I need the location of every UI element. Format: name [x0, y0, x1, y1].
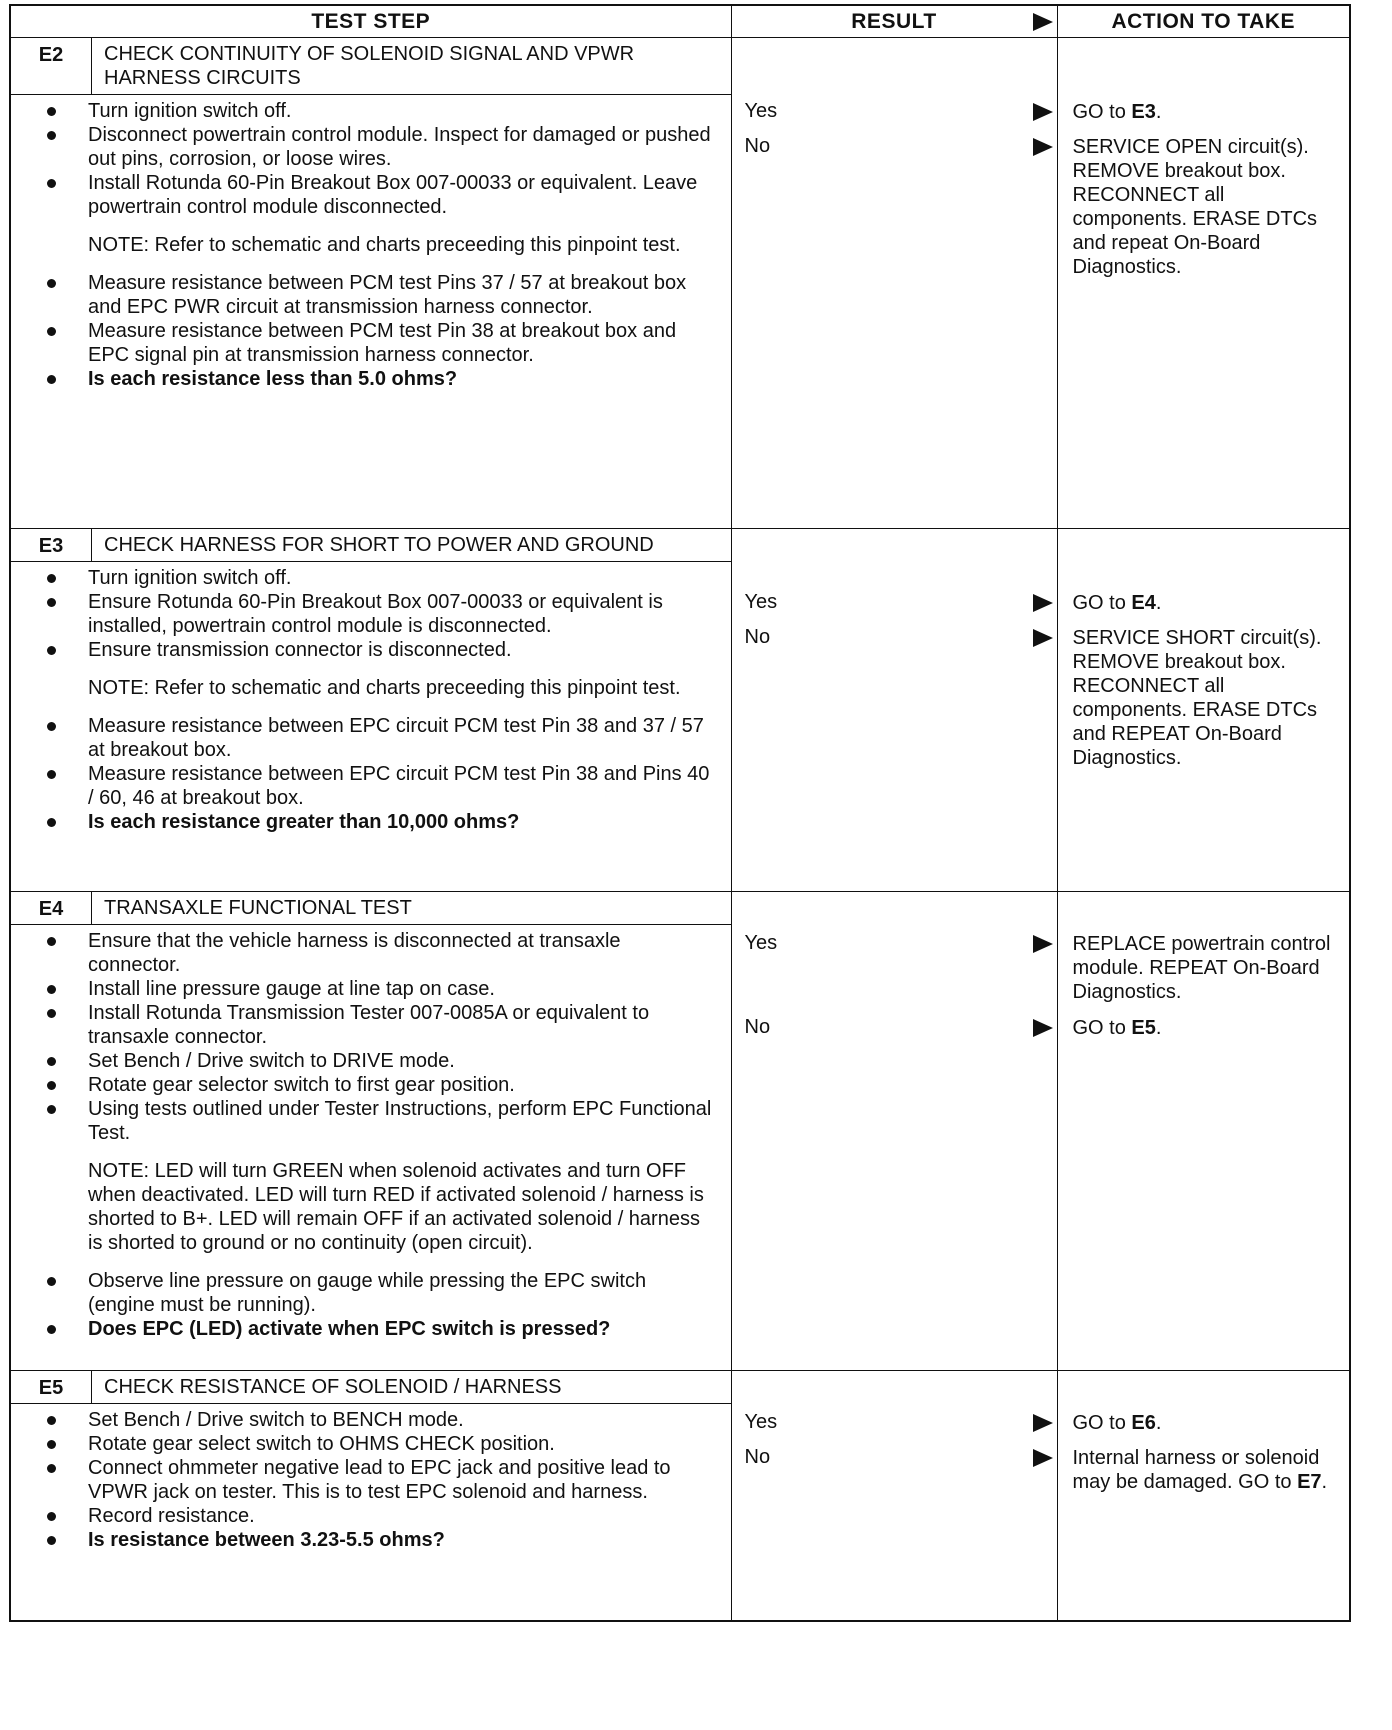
step-id: E2: [11, 38, 92, 94]
action-yes: [1073, 1411, 1344, 1435]
arrow-right-icon: [1033, 13, 1053, 31]
step-id: E3: [11, 529, 92, 561]
action-step-ref: E3: [1131, 101, 1156, 123]
action-cell: [1057, 529, 1350, 892]
instruction-note: NOTE: LED will turn GREEN when solenoid activates and turn OFF when deactivated. LED will turn RED if activated solenoid / harness is shorted to B+. LED will remain OFF if an activated solenoid / harness is shorted to ground or no continuity (open circuit).: [88, 1160, 704, 1254]
step-header: [11, 1371, 731, 1404]
instruction-item: Ensure Rotunda 60-Pin Breakout Box 007-00033 or equivalent is installed, powertrain control module is disconnected.: [41, 590, 717, 638]
instruction-item: Rotate gear selector switch to first gear position.: [41, 1073, 717, 1097]
step-title: TRANSAXLE FUNCTIONAL TEST: [104, 897, 412, 919]
action-step-ref: E5: [1131, 1017, 1156, 1039]
action-cell: [1057, 1371, 1350, 1621]
action-yes: [1073, 591, 1344, 615]
instruction-item: Install Rotunda Transmission Tester 007-0085A or equivalent to transaxle connector.: [41, 1001, 717, 1049]
instruction-item: Ensure transmission connector is disconnected.: [41, 638, 717, 662]
header-result-label: RESULT: [851, 9, 937, 33]
instruction-item: Disconnect powertrain control module. Inspect for damaged or pushed out pins, corrosion, or loose wires.: [41, 123, 717, 171]
result-cell: [731, 1371, 1057, 1621]
step-cell: [10, 1371, 731, 1621]
step-instructions: [11, 925, 731, 1343]
instruction-item: Install Rotunda 60-Pin Breakout Box 007-00033 or equivalent. Leave powertrain control module disconnected.: [41, 171, 717, 219]
arrow-right-icon: [1033, 1414, 1053, 1432]
arrow-right-icon: [1033, 103, 1053, 121]
instruction-question: Does EPC (LED) activate when EPC switch is pressed?: [41, 1317, 717, 1341]
action-text-end: .: [1321, 1471, 1328, 1493]
result-no: [745, 1446, 1057, 1470]
step-header: [11, 38, 731, 95]
arrow-right-icon: [1033, 594, 1053, 612]
table-header-row: [10, 5, 1350, 38]
action-text-end: .: [1155, 1017, 1162, 1039]
result-yes: [745, 591, 1057, 615]
instruction-item: Record resistance.: [41, 1504, 717, 1528]
instruction-item: Turn ignition switch off.: [41, 566, 717, 590]
step-cell: [10, 529, 731, 892]
action-cell: [1057, 38, 1350, 529]
arrow-right-icon: [1033, 1019, 1053, 1037]
instruction-note: NOTE: Refer to schematic and charts preceeding this pinpoint test.: [88, 234, 681, 256]
instruction-question: Is resistance between 3.23-5.5 ohms?: [41, 1528, 717, 1552]
action-text-end: .: [1155, 1412, 1162, 1434]
result-cell: [731, 38, 1057, 529]
header-test-step: TEST STEP: [10, 5, 731, 38]
result-cell: [731, 529, 1057, 892]
arrow-right-icon: [1033, 935, 1053, 953]
action-no: SERVICE SHORT circuit(s). REMOVE breakout box. RECONNECT all components. ERASE DTCs and REPEAT On-Board Diagnostics.: [1072, 627, 1322, 769]
test-step-row-e4: [10, 892, 1350, 1371]
test-step-row-e2: [10, 38, 1350, 529]
result-no: [745, 626, 1057, 650]
step-title: CHECK CONTINUITY OF SOLENOID SIGNAL AND VPWR HARNESS CIRCUITS: [104, 43, 635, 89]
instruction-question: Is each resistance greater than 10,000 ohms?: [41, 810, 717, 834]
result-yes: [745, 1411, 1057, 1435]
instruction-item: Set Bench / Drive switch to BENCH mode.: [41, 1408, 717, 1432]
action-text: GO to: [1072, 1412, 1132, 1434]
test-step-row-e3: [10, 529, 1350, 892]
action-text: GO to: [1072, 1017, 1132, 1039]
result-label: Yes: [744, 591, 778, 613]
action-text: GO to: [1072, 592, 1132, 614]
step-instructions: [11, 95, 731, 393]
result-label: Yes: [744, 932, 778, 954]
diagnostic-table-page: [9, 4, 1349, 1622]
action-no: SERVICE OPEN circuit(s). REMOVE breakout box. RECONNECT all components. ERASE DTCs and repeat On-Board Diagnostics.: [1072, 136, 1318, 278]
result-label: No: [744, 626, 771, 648]
result-cell: [731, 892, 1057, 1371]
result-no: [745, 135, 1057, 159]
step-title: CHECK HARNESS FOR SHORT TO POWER AND GROUND: [104, 534, 654, 556]
action-no: [1073, 1446, 1344, 1494]
result-label: Yes: [744, 100, 778, 122]
instruction-item: Turn ignition switch off.: [41, 99, 717, 123]
action-no: [1073, 1016, 1344, 1040]
action-text-end: .: [1155, 101, 1162, 123]
action-cell: [1057, 892, 1350, 1371]
result-label: No: [744, 1016, 771, 1038]
action-text: Internal harness or solenoid may be damaged. GO to: [1072, 1447, 1320, 1493]
instruction-item: Measure resistance between PCM test Pin 38 at breakout box and EPC signal pin at transmission harness connector.: [41, 319, 717, 367]
instruction-item: Using tests outlined under Tester Instructions, perform EPC Functional Test.: [41, 1097, 717, 1145]
action-yes: [1073, 100, 1344, 124]
instruction-item: Observe line pressure on gauge while pressing the EPC switch (engine must be running).: [41, 1269, 717, 1317]
action-step-ref: E6: [1131, 1412, 1156, 1434]
instruction-note: NOTE: Refer to schematic and charts preceeding this pinpoint test.: [88, 677, 681, 699]
action-yes: REPLACE powertrain control module. REPEAT On-Board Diagnostics.: [1072, 933, 1331, 1003]
result-label: Yes: [744, 1411, 778, 1433]
result-yes: [745, 932, 1057, 956]
instruction-item: Ensure that the vehicle harness is disconnected at transaxle connector.: [41, 929, 717, 977]
step-instructions: [11, 1404, 731, 1554]
instruction-item: Connect ohmmeter negative lead to EPC jack and positive lead to VPWR jack on tester. This is to test EPC solenoid and harness.: [41, 1456, 717, 1504]
header-result: [731, 5, 1057, 38]
instruction-item: Measure resistance between EPC circuit PCM test Pin 38 and 37 / 57 at breakout box.: [41, 714, 717, 762]
header-action: ACTION TO TAKE: [1057, 5, 1350, 38]
action-text: GO to: [1072, 101, 1132, 123]
instruction-item: Install line pressure gauge at line tap on case.: [41, 977, 717, 1001]
result-yes: [745, 100, 1057, 124]
step-header: [11, 892, 731, 925]
step-instructions: [11, 562, 731, 836]
arrow-right-icon: [1033, 138, 1053, 156]
step-cell: [10, 38, 731, 529]
arrow-right-icon: [1033, 1449, 1053, 1467]
result-no: [745, 1016, 1057, 1040]
action-step-ref: E4: [1131, 592, 1156, 614]
step-cell: [10, 892, 731, 1371]
result-label: No: [744, 135, 771, 157]
action-text-end: .: [1155, 592, 1162, 614]
test-step-row-e5: [10, 1371, 1350, 1621]
instruction-item: Measure resistance between PCM test Pins 37 / 57 at breakout box and EPC PWR circuit at transmission harness connector.: [41, 271, 717, 319]
step-id: E4: [11, 892, 92, 924]
step-title: CHECK RESISTANCE OF SOLENOID / HARNESS: [104, 1376, 562, 1398]
result-label: No: [744, 1446, 771, 1468]
step-id: E5: [11, 1371, 92, 1403]
instruction-item: Set Bench / Drive switch to DRIVE mode.: [41, 1049, 717, 1073]
instruction-question: Is each resistance less than 5.0 ohms?: [41, 367, 717, 391]
arrow-right-icon: [1033, 629, 1053, 647]
pinpoint-test-table: [9, 4, 1351, 1622]
action-step-ref: E7: [1297, 1471, 1322, 1493]
instruction-item: Measure resistance between EPC circuit PCM test Pin 38 and Pins 40 / 60, 46 at breakout box.: [41, 762, 717, 810]
step-header: [11, 529, 731, 562]
instruction-item: Rotate gear select switch to OHMS CHECK position.: [41, 1432, 717, 1456]
